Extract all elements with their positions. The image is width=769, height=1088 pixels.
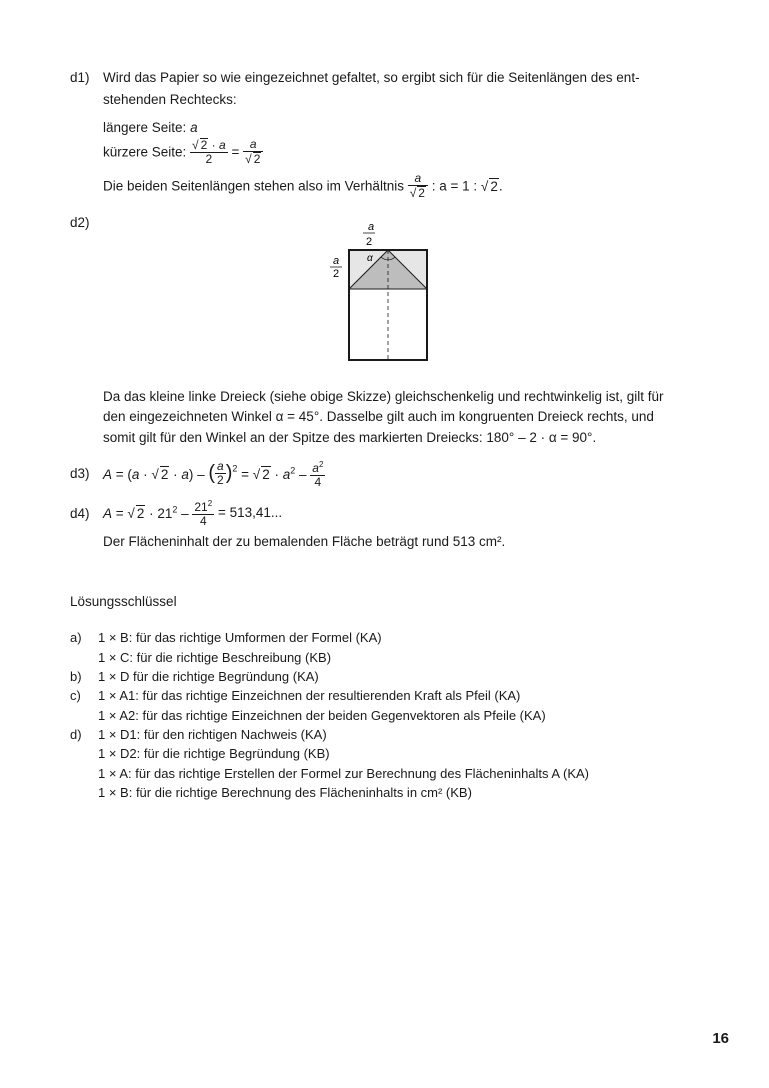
key-row [70, 669, 319, 684]
key-row [70, 746, 330, 761]
d4-label: d4) [70, 506, 90, 521]
key-prefix: c) [70, 688, 81, 703]
key-row [70, 766, 589, 781]
key-text: 1 × D für die richtige Begründung (KA) [98, 669, 319, 684]
long-side-var: a [190, 120, 198, 135]
d1-ratio: Die beiden Seitenlängen stehen also im Verhältnis $\frac{a}{√ 2}$ : a = 1 : √ 2. [103, 171, 503, 200]
key-text: 1 × D2: für die richtige Begründung (KB) [98, 746, 330, 761]
angle-label: α [367, 253, 373, 264]
d2-text1: Da das kleine linke Dreieck (siehe obige Skizze) gleichschenkelig und rechtwinkelig ist, gilt für [103, 389, 664, 404]
sketch-top-num: a [368, 221, 375, 233]
d3-label: d3) [70, 466, 90, 481]
page-number: 16 [712, 1030, 729, 1047]
d3-formula: A = (a · √ 2 · a) – ( $\frac{a}{2}$ )$^2$ = √ $2 \cdot a^2$ – $\frac{a^2}{4}$ [103, 459, 324, 489]
d1-line1: Wird das Papier so wie eingezeichnet gefaltet, so ergibt sich für die Seitenlängen des ent- [103, 70, 640, 85]
ratio-text: Die beiden Seitenlängen stehen also im Verhältnis [103, 178, 408, 194]
key-row [70, 727, 327, 742]
short-side-frac2: $\frac{a}{√ 2}$ [243, 138, 263, 166]
d1-line2: stehenden Rechtecks: [103, 92, 237, 107]
key-row [70, 785, 472, 800]
key-prefix: b) [70, 669, 82, 684]
key-text: 1 × D1: für den richtigen Nachweis (KA) [98, 727, 327, 742]
short-side-frac: $\frac{√ 2 \cdot a}{2}$ [192, 138, 226, 166]
sketch-left-num: a [333, 255, 340, 267]
d4-result: = 513,41... [217, 505, 283, 520]
key-row [70, 688, 520, 703]
ratio-end: . [498, 178, 503, 194]
ratio-frac: $\frac{a}{√ 2}$ [408, 172, 428, 200]
d1-long-side [103, 120, 198, 135]
sketch-left-den: 2 [333, 268, 340, 280]
key-prefix: a) [70, 630, 82, 645]
long-side-label: längere Seite: [103, 120, 191, 135]
key-row [70, 708, 546, 723]
key-text: 1 × C: für die richtige Beschreibung (KB) [98, 650, 332, 665]
key-text: 1 × A2: für das richtige Einzeichnen der beiden Gegenvektoren als Pfeile (KA) [98, 708, 546, 723]
key-prefix: d) [70, 727, 82, 742]
key-text: 1 × B: für die richtige Berechnung des Flächeninhalts in cm² (KB) [98, 785, 472, 800]
short-side-label: kürzere Seite: [103, 144, 191, 160]
d1-label: d1) [70, 70, 90, 85]
key-text: 1 × A1: für das richtige Einzeichnen der resultierenden Kraft als Pfeil (KA) [98, 688, 521, 703]
key-text: 1 × B: für das richtige Umformen der Formel (KA) [98, 630, 382, 645]
key-row [70, 630, 382, 645]
d2-text3: somit gilt für den Winkel an der Spitze des markierten Dreiecks: 180° – 2 · α = 90°. [103, 430, 597, 445]
d1-short-side: kürzere Seite: $\frac{√ 2 \cdot a}{2}$ = $\frac{a}{√ 2}$ [103, 138, 263, 166]
ratio-mid: : a = 1 : [431, 178, 481, 194]
key-row [70, 650, 331, 665]
d4-formula: A = √ $2 \cdot 21^2$ – $\frac{21^2}{4}$ = 513,41... [103, 499, 283, 528]
key-heading: Lösungsschlüssel [70, 594, 177, 609]
folding-sketch [325, 218, 445, 368]
d4-text: Der Flächeninhalt der zu bemalenden Fläche beträgt rund 513 cm². [103, 534, 506, 549]
sketch-top-den: 2 [366, 236, 373, 248]
d2-label: d2) [70, 215, 90, 230]
d2-text2: den eingezeichneten Winkel α = 45°. Dasselbe gilt auch im kongruenten Dreieck rechts, und [103, 409, 654, 424]
key-text: 1 × A: für das richtige Erstellen der Formel zur Berechnung des Flächeninhalts A (KA) [98, 766, 589, 781]
